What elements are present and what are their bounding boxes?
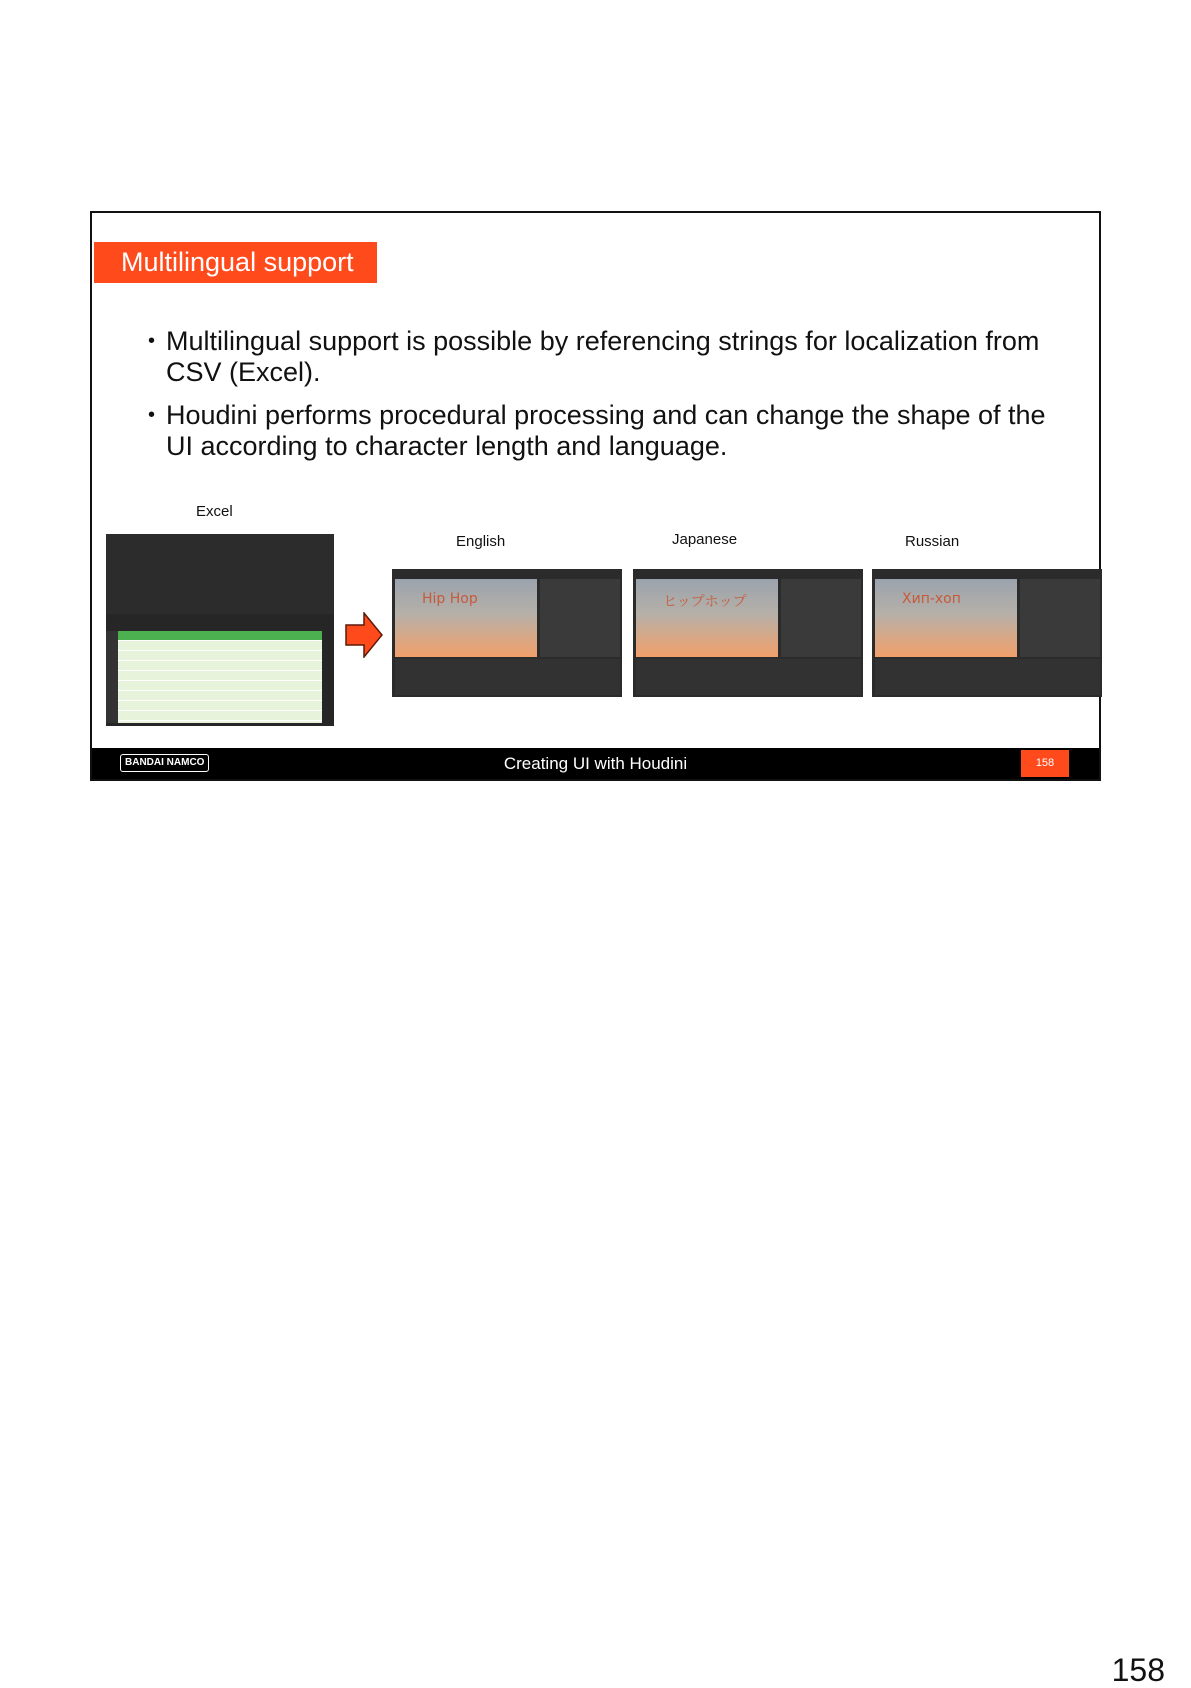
excel-ribbon bbox=[106, 534, 334, 614]
slide-number-badge: 158 bbox=[1021, 750, 1069, 777]
excel-grid bbox=[118, 631, 322, 723]
japanese-label: Japanese bbox=[672, 531, 738, 548]
bullet-item: • Multilingual support is possible by referencing strings for localization from CSV (Excel). bbox=[148, 326, 1040, 387]
bullet-list bbox=[148, 326, 1068, 474]
english-ui-text: Hip Hop bbox=[422, 591, 478, 607]
node-graph bbox=[875, 659, 1100, 695]
slide-title: Multilingual support bbox=[94, 242, 377, 283]
russian-label: Russian bbox=[905, 533, 960, 550]
node-graph bbox=[395, 659, 620, 695]
footer-title: Creating UI with Houdini bbox=[503, 754, 688, 773]
bandai-namco-logo: BANDAI NAMCO bbox=[120, 754, 209, 772]
parameter-panel bbox=[781, 579, 861, 657]
excel-screenshot bbox=[106, 534, 334, 726]
bullet-dot-icon: • bbox=[148, 330, 156, 352]
excel-label: Excel bbox=[196, 503, 233, 520]
english-label: English bbox=[456, 533, 506, 550]
page-number: 158 bbox=[1111, 1652, 1165, 1688]
russian-houdini-screenshot bbox=[872, 569, 1102, 697]
parameter-panel bbox=[1020, 579, 1100, 657]
excel-header-row bbox=[118, 631, 322, 640]
excel-row-headers bbox=[106, 631, 118, 723]
right-arrow-icon bbox=[345, 612, 383, 658]
japanese-ui-text: ヒップホップ bbox=[663, 594, 747, 610]
english-houdini-screenshot bbox=[392, 569, 622, 697]
parameter-panel bbox=[540, 579, 620, 657]
slide-footer bbox=[92, 748, 1099, 779]
node-graph bbox=[636, 659, 861, 695]
slide bbox=[90, 211, 1101, 781]
russian-ui-text: Хип-хоп bbox=[902, 591, 961, 607]
bullet-item: • Houdini performs procedural processing and can change the shape of the UI according to character length and language. bbox=[148, 400, 1046, 461]
japanese-houdini-screenshot bbox=[633, 569, 863, 697]
bullet-dot-icon: • bbox=[148, 404, 156, 426]
